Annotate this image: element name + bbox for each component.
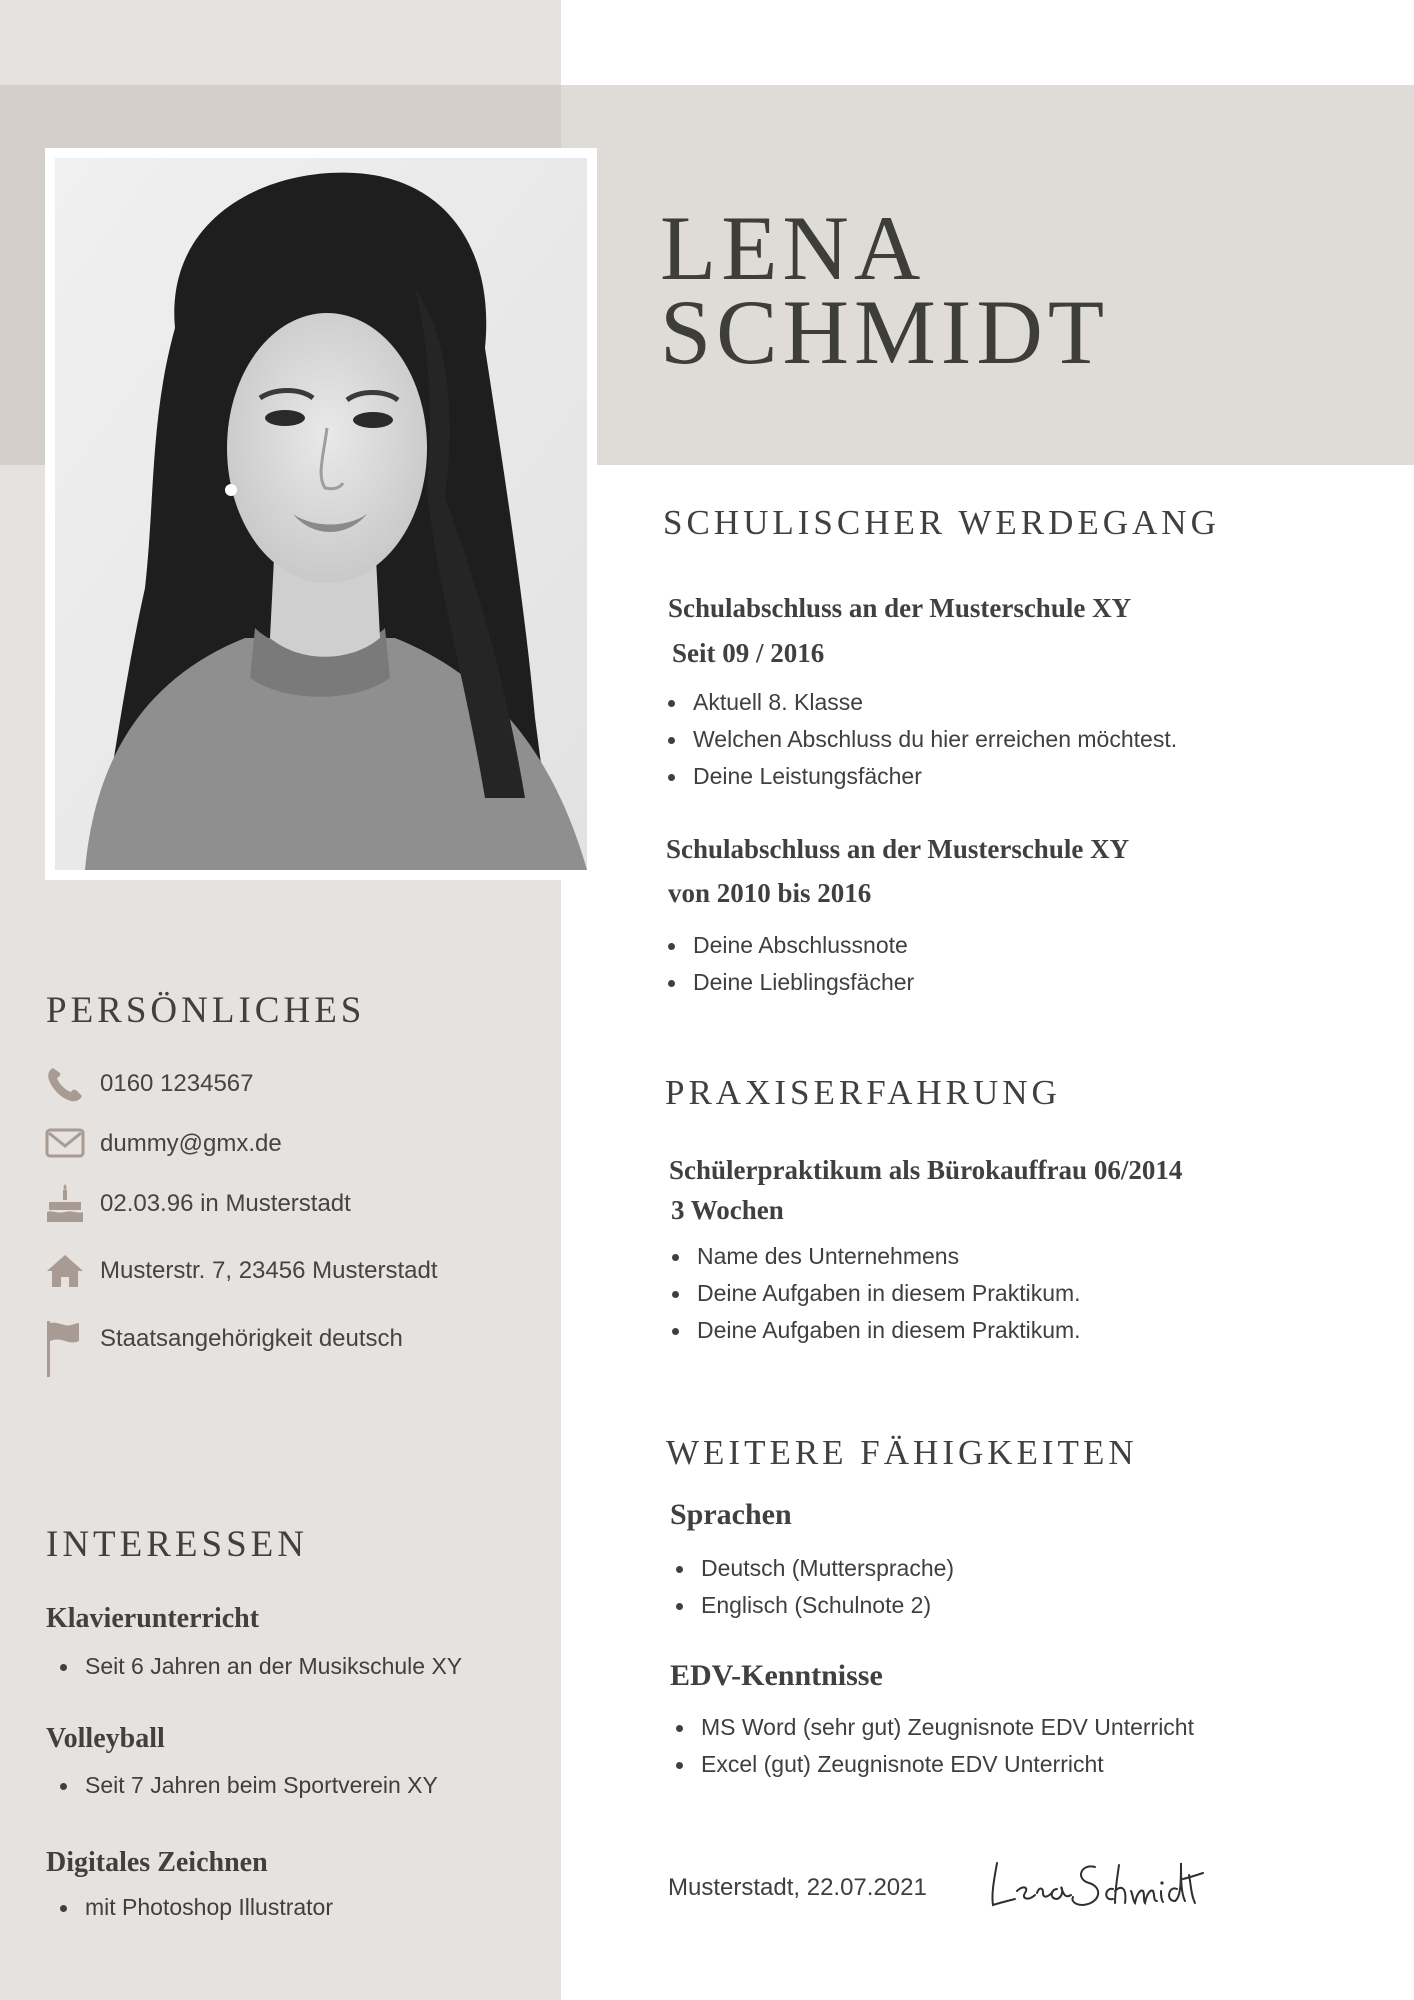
education-entry-2-period: von 2010 bis 2016 [668, 878, 872, 908]
list-item: Deine Aufgaben in diesem Praktikum. [670, 1275, 1081, 1312]
list-item: Englisch (Schulnote 2) [674, 1587, 954, 1624]
list-item: Deine Lieblingsfächer [666, 964, 914, 1001]
list-item: Welchen Abschluss du hier erreichen möchtest. [666, 721, 1177, 758]
flag-icon [45, 1319, 85, 1379]
interests-heading: INTERESSEN [46, 1524, 308, 1565]
contact-address-text: Musterstr. 7, 23456 Musterstadt [100, 1257, 438, 1284]
mail-icon [45, 1124, 85, 1164]
contact-phone [45, 1064, 545, 1104]
place-date: Musterstadt, 22.07.2021 [668, 1874, 927, 1901]
education-entry-2-title: Schulabschluss an der Musterschule XY [666, 834, 1130, 864]
interest-3-title: Digitales Zeichnen [46, 1847, 268, 1878]
education-entry-1-list [666, 684, 1177, 795]
contact-email-text: dummy@gmx.de [100, 1130, 282, 1157]
list-item: MS Word (sehr gut) Zeugnisnote EDV Unterricht [674, 1709, 1194, 1746]
experience-entry-period: 3 Wochen [671, 1195, 784, 1225]
contact-address [45, 1251, 545, 1291]
skills-it-list [674, 1709, 1194, 1783]
list-item: Aktuell 8. Klasse [666, 684, 1177, 721]
contact-email [45, 1124, 545, 1164]
birthday-cake-icon [45, 1184, 85, 1224]
list-item: Name des Unternehmens [670, 1238, 1081, 1275]
name-first: LENA [660, 197, 926, 299]
signature [985, 1845, 1205, 1925]
contact-birthday-text: 02.03.96 in Musterstadt [100, 1190, 351, 1217]
list-item: Seit 7 Jahren beim Sportverein XY [58, 1767, 438, 1804]
phone-icon [45, 1064, 85, 1104]
list-item: Deine Abschlussnote [666, 927, 914, 964]
skills-heading: WEITERE FÄHIGKEITEN [666, 1433, 1138, 1472]
experience-entry-title: Schülerpraktikum als Bürokauffrau 06/2014 [669, 1155, 1183, 1185]
list-item: Deine Aufgaben in diesem Praktikum. [670, 1312, 1081, 1349]
home-icon [45, 1251, 85, 1291]
skills-it-title: EDV-Kenntnisse [670, 1659, 883, 1692]
list-item: Deutsch (Muttersprache) [674, 1550, 954, 1587]
contact-nationality-text: Staatsangehörigkeit deutsch [100, 1325, 403, 1352]
name-last: SCHMIDT [660, 281, 1110, 383]
list-item: Deine Leistungsfächer [666, 758, 1177, 795]
skills-languages-list [674, 1550, 954, 1624]
profile-photo [55, 158, 587, 870]
skills-languages-title: Sprachen [670, 1498, 792, 1531]
interest-1-list [58, 1648, 462, 1685]
education-entry-2-list [666, 927, 914, 1001]
personal-heading: PERSÖNLICHES [46, 990, 366, 1031]
contact-birthday [45, 1184, 545, 1224]
education-entry-1-period: Seit 09 / 2016 [672, 638, 825, 668]
interest-3-list [58, 1889, 333, 1926]
interest-1-title: Klavierunterricht [46, 1603, 260, 1634]
experience-heading: PRAXISERFAHRUNG [665, 1073, 1061, 1112]
education-heading: SCHULISCHER WERDEGANG [663, 503, 1220, 542]
interest-2-title: Volleyball [46, 1723, 165, 1754]
interest-2-list [58, 1767, 438, 1804]
list-item: mit Photoshop Illustrator [58, 1889, 333, 1926]
experience-entry-list [670, 1238, 1081, 1349]
contact-nationality [45, 1319, 545, 1379]
list-item: Seit 6 Jahren an der Musikschule XY [58, 1648, 462, 1685]
contact-phone-text: 0160 1234567 [100, 1070, 254, 1097]
education-entry-1-title: Schulabschluss an der Musterschule XY [668, 593, 1132, 623]
list-item: Excel (gut) Zeugnisnote EDV Unterricht [674, 1746, 1194, 1783]
